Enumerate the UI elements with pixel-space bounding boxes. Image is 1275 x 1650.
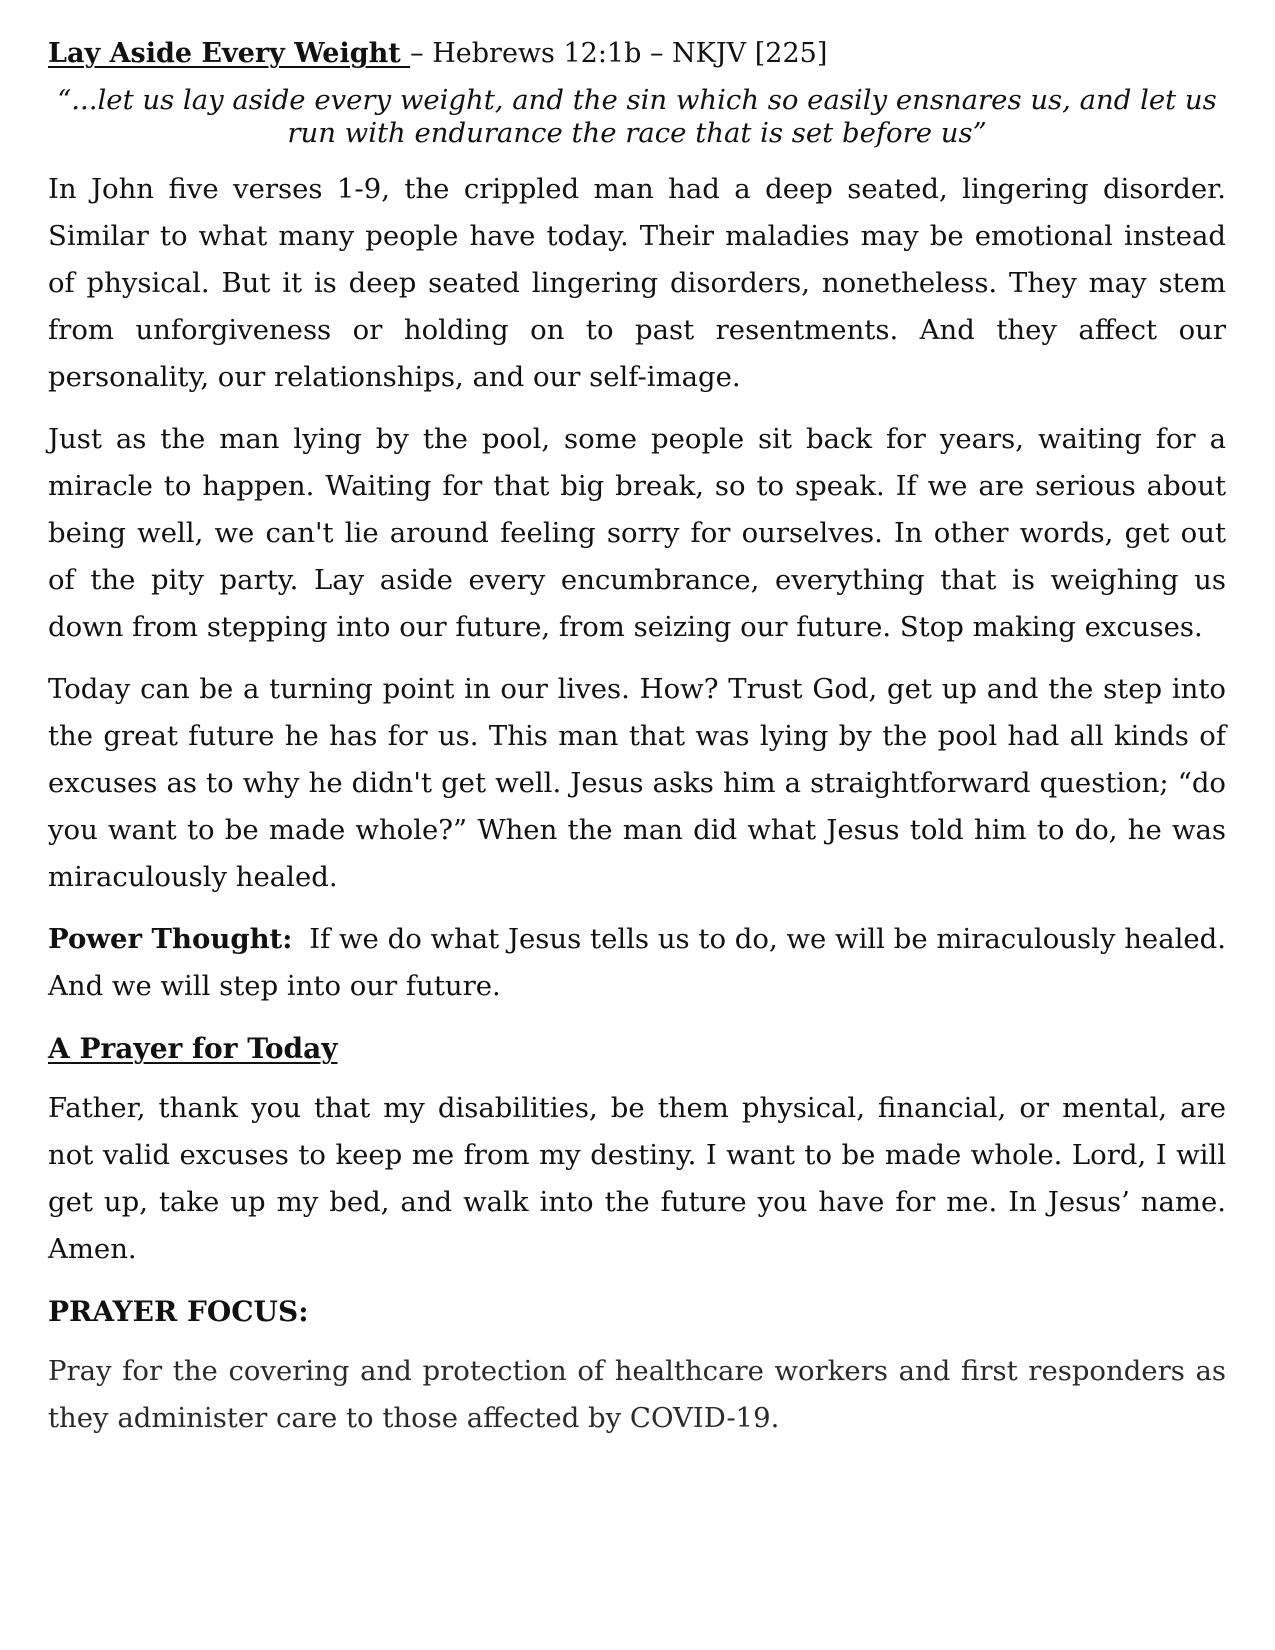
power-thought-text: If we do what Jesus tells us to do, we will be miraculously healed. And we will step into our future. <box>48 923 1226 1003</box>
prayer-focus-text: Pray for the covering and protection of healthcare workers and first responders as they administer care to those affected by COVID-19. <box>48 1355 1226 1435</box>
prayer-focus-heading: PRAYER FOCUS: <box>48 1295 309 1329</box>
power-thought <box>48 916 1226 1010</box>
body-paragraph-1: In John five verses 1-9, the crippled man had a deep seated, lingering disorder. Similar to what many people have today. Their maladies may be emotional instead of physical. But it is deep seated lingering disorders, nonetheless. They may stem from unforgiveness or holding on to past resentments. And they affect our personality, our relationships, and our self-image. <box>48 173 1226 394</box>
scripture-reference: – Hebrews 12:1b – NKJV [225] <box>410 38 828 69</box>
scripture-quote-line-1: “...let us lay aside every weight, and the sin which so easily ensnares us, and let us <box>57 84 1217 117</box>
devotional-heading <box>48 38 1226 70</box>
devotional-title: Lay Aside Every Weight <box>48 38 411 69</box>
devotional-page <box>48 38 1226 1457</box>
scripture-quote-line-2: run with endurance the race that is set before us” <box>287 117 987 150</box>
power-thought-label: Power Thought: <box>48 923 293 956</box>
prayer-heading-text: A Prayer for Today <box>48 1032 338 1066</box>
body-paragraph-3: Today can be a turning point in our lives. How? Trust God, get up and the step into the great future he has for us. This man that was lying by the pool had all kinds of excuses as to why he didn't get well. Jesus asks him a straightforward question; “do you want to be made whole?” When the man did what Jesus told him to do, he was miraculously healed. <box>48 673 1226 894</box>
prayer-text: Father, thank you that my disabilities, be them physical, financial, or mental, are not valid excuses to keep me from my destiny. I want to be made whole. Lord, I will get up, take up my bed, and walk into the future you have for me. In Jesus’ name. Amen. <box>48 1092 1226 1266</box>
body-paragraph-2: Just as the man lying by the pool, some people sit back for years, waiting for a miracle to happen. Waiting for that big break, so to speak. If we are serious about being well, we can't lie around feeling sorry for ourselves. In other words, get out of the pity party. Lay aside every encumbrance, everything that is weighing us down from stepping into our future, from seizing our future. Stop making excuses. <box>48 423 1226 644</box>
scripture-quote <box>48 84 1226 150</box>
prayer-heading <box>48 1025 1226 1072</box>
